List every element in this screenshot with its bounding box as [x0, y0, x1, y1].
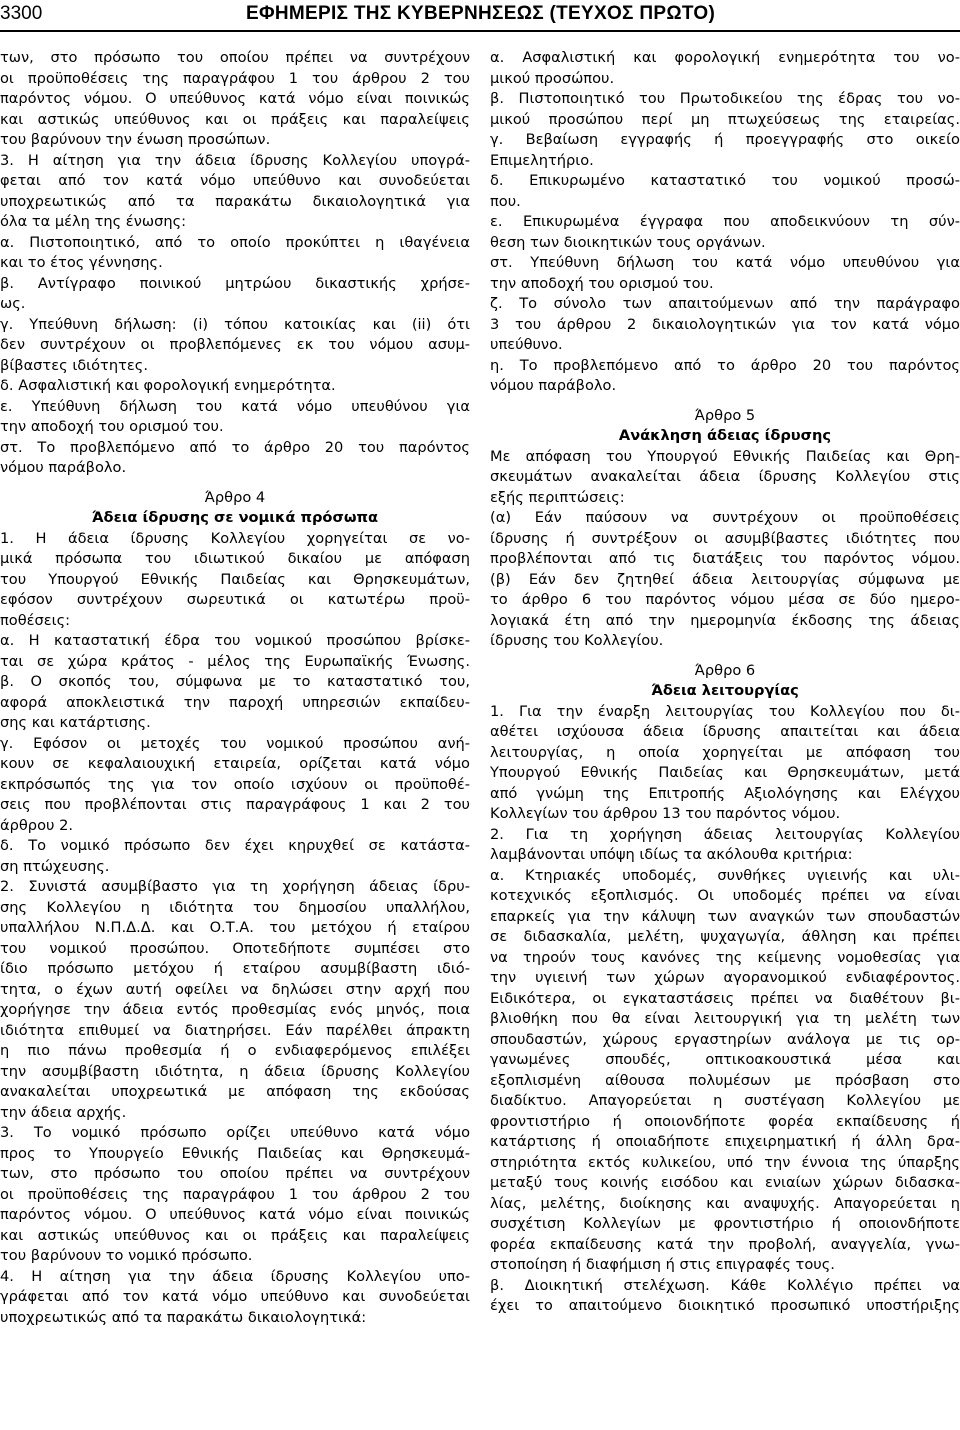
text-line: του βαρύνουν την ένωση προσώπων.	[0, 131, 271, 148]
text-line: χορήγησε την άδεια εντός προθεσμίας ενός μηνός, ποια	[0, 1001, 470, 1018]
article-number: Άρθρο 6	[694, 661, 756, 679]
text-line: αθέτει ισχύουσα άδεια ίδρυσης απαιτείται και άδεια	[490, 723, 960, 740]
article-number: Άρθρο 5	[694, 406, 756, 424]
text-line: προς το Υπουργείο Εθνικής Παιδείας και Θρησκευμά-	[0, 1144, 470, 1162]
text-line: σης Κολλεγίου η ιδιότητα του δημοσίου υπαλλήλου,	[0, 898, 470, 916]
text-line: έχει το απαιτούμενο διοικητικό προσωπικό υποστήριξης	[490, 1297, 960, 1314]
text-line: ίδρυσης του Κολλεγίου.	[490, 632, 664, 649]
text-line: δ. Το νομικό πρόσωπο δεν έχει κηρυχθεί σε κατάστα-	[0, 837, 470, 854]
header-rule	[0, 30, 960, 32]
text-line: οι προϋποθέσεις της παραγράφου 1 του άρθρου 2 του	[0, 69, 470, 87]
section-gap	[0, 479, 470, 488]
text-line: υποχρεωτικώς από τα παρακάτω δικαιολογητικά για	[0, 192, 470, 210]
text-line: λειτουργίας, η οποία χορηγείται με απόφαση του	[490, 743, 960, 761]
text-line: του νομικού προσώπου. Οποτεδήποτε συμπέσει στο	[0, 939, 470, 957]
text-line: θεση των διοικητικών τους οργάνων.	[490, 233, 766, 251]
page-number: 3300	[0, 3, 43, 24]
text-line: σε διδασκαλία, μελέτη, ψυχαγωγία, άθληση και πρέπει	[490, 928, 960, 945]
text-line: και αστικώς υπεύθυνος και οι πράξεις και παραλείψεις	[0, 110, 470, 128]
text-line: β. Ο σκοπός του, σύμφωνα με το καταστατικό του,	[0, 673, 470, 690]
left-column	[0, 48, 470, 1328]
text-line: ται σε χώρα κράτος - μέλος της Ευρωπαϊκής Ένωσης.	[0, 652, 470, 670]
text-line: γ. Υπεύθυνη δήλωση: (i) τόπου κατοικίας και (ii) ότι	[0, 315, 470, 333]
text-line: Επιμελητήριο.	[490, 151, 594, 169]
article-title: Άδεια ίδρυσης σε νομικά πρόσωπα	[91, 509, 379, 526]
text-line: όλα τα μέλη της ένωσης:	[0, 213, 187, 230]
text-line: β. Διοικητική στελέχωση. Κάθε Κολλέγιο πρέπει να	[490, 1276, 960, 1294]
text-line: 2. Συνιστά ασυμβίβαστο για τη χορήγηση άδειας ίδρυ-	[0, 878, 470, 895]
text-line: 3. Η αίτηση για την άδεια ίδρυσης Κολλεγίου υπογρά-	[0, 151, 470, 169]
text-line: νόμου παράβολο.	[0, 459, 127, 476]
text-line: γ. Βεβαίωση εγγραφής ή προεγγραφής στο οικείο	[490, 131, 960, 148]
text-line: α. Ασφαλιστική και φορολογική ενημερότητα του νο-	[490, 49, 960, 66]
text-line: δ. Ασφαλιστική και φορολογική ενημερότητα.	[0, 377, 336, 394]
text-line: και αστικώς υπεύθυνος και οι πράξεις και παραλείψεις	[0, 1226, 470, 1244]
text-line: ως.	[0, 295, 26, 312]
text-line: 1. Η άδεια ίδρυσης Κολλεγίου χορηγείται σε νο-	[0, 529, 470, 547]
section-gap	[490, 652, 960, 661]
text-line: (β) Εάν δεν ζητηθεί άδεια λειτουργίας σύμφωνα με	[490, 570, 960, 588]
text-line: την άδεια αρχής.	[0, 1103, 127, 1121]
text-line: το άρθρο 6 του παρόντος νόμου μέσα σε δύο ημερο-	[490, 591, 960, 608]
text-line: άρθρου 2.	[0, 816, 74, 834]
text-line: ιδιότητα επιθυμεί να διατηρήσει. Εάν παρέλθει άπρακτη	[0, 1021, 470, 1039]
text-line: η πιο πάνω προθεσμία ή ο ενδιαφερόμενος επιλέξει	[0, 1042, 470, 1059]
text-line: ε. Υπεύθυνη δήλωση του κατά νόμο υπευθύνου για	[0, 397, 470, 415]
text-line: Κολλεγίων του άρθρου 13 του παρόντος νόμου.	[490, 805, 841, 822]
text-line: στ. Υπεύθυνη δήλωση του κατά νόμο υπευθύνου για	[490, 254, 960, 271]
text-line: σεις που προβλέπονται στις παραγράφους 1 και 2 του	[0, 796, 470, 813]
text-line: επαρκείς για την κάλυψη των αναγκών των σπουδαστών	[490, 907, 960, 925]
gazette-title: ΕΦΗΜΕΡΙΣ ΤΗΣ ΚΥΒΕΡΝΗΣΕΩΣ (ΤΕΥΧΟΣ ΠΡΩΤΟ)	[246, 3, 716, 24]
article-number: Άρθρο 4	[204, 488, 266, 506]
text-line: μεταξύ τους κοινής εισόδου και ενιαίων χώρων διδασκα-	[490, 1174, 960, 1191]
text-line: Με απόφαση του Υπουργού Εθνικής Παιδείας και Θρη-	[490, 447, 960, 465]
text-line: την αποδοχή του ορισμού του.	[490, 274, 714, 292]
article-title: Άδεια λειτουργίας	[651, 682, 799, 699]
text-line: σης και κατάρτισης.	[0, 714, 151, 731]
text-line: ίδρυσης ή συντρέξουν οι ασυμβίβαστες ιδιότητες που	[490, 529, 960, 547]
text-line: κουν σε κεφαλαιουχική εταιρεία, ορίζεται κατά νόμο	[0, 755, 470, 772]
text-line: λαμβάνονται υπόψη ιδίως τα ακόλουθα κριτήρια:	[490, 846, 853, 863]
text-line: βίβαστες ιδιότητες.	[0, 356, 148, 374]
text-line: διαδίκτυο. Απαγορεύεται η συστέγαση Κολλεγίου με	[490, 1092, 960, 1109]
text-line: ση πτώχευσης.	[0, 857, 110, 875]
text-line: η. Το προβλεπόμενο από το άρθρο 20 του παρόντος	[490, 356, 960, 374]
text-line: των, στο πρόσωπο του οποίου πρέπει να συντρέχουν	[0, 1165, 470, 1182]
text-line: από γνώμη της Επιτροπής Αξιολόγησης και Ελέγχου	[490, 784, 960, 802]
text-line: δ. Επικυρωμένο καταστατικό του νομικού προσώ-	[490, 172, 960, 189]
text-line: β. Πιστοποιητικό του Πρωτοδικείου της έδρας του νο-	[490, 90, 960, 107]
text-line: τητα, ο έχων αυτή οφείλει να δηλώσει στην αρχή που	[0, 980, 470, 998]
text-line: εξοπλισμένη αίθουσα πολυμέσων με πρόσβαση στο	[490, 1071, 960, 1089]
text-line: (α) Εάν παύσουν να συντρέχουν οι προϋποθέσεις	[490, 509, 960, 526]
text-line: 3 του άρθρου 2 δικαιολογητικών για τον κατά νόμο	[490, 315, 960, 333]
text-line: προβλέπονται από τις διατάξεις του παρόντος νόμου.	[490, 550, 960, 567]
text-line: Υπουργού Εθνικής Παιδείας και Θρησκευμάτων, μετά	[490, 764, 960, 781]
text-line: ίδιο πρόσωπο μετόχου ή εταίρου ασυμβίβαστη ιδιό-	[0, 960, 470, 977]
article-title: Ανάκληση άδειας ίδρυσης	[618, 427, 832, 444]
text-line: μικά πρόσωπα του ιδιωτικού δικαίου με απόφαση	[0, 550, 470, 567]
text-line: φορέα εκπαίδευσης κατά την προβολή, αναγγελία, γνω-	[490, 1235, 960, 1253]
text-line: κατάρτισης ή οποιαδήποτε επιχειρηματική ή άλλη δρα-	[490, 1133, 960, 1150]
text-line: α. Η καταστατική έδρα του νομικού προσώπου βρίσκε-	[0, 632, 470, 649]
page-header	[0, 0, 960, 30]
text-line: συσχέτιση Κολλεγίων με φροντιστήριο ή οποιονδήποτε	[490, 1215, 960, 1232]
text-line: κοτεχνικός εξοπλισμός. Οι υποδομές πρέπει να είναι	[490, 887, 960, 904]
text-line: του Υπουργού Εθνικής Παιδείας και Θρησκευμάτων,	[0, 570, 470, 588]
text-line: την ασυμβίβαστη ιδιότητα, η άδεια ίδρυσης Κολλεγίου	[0, 1062, 470, 1080]
section-gap	[490, 397, 960, 406]
text-line: ανακαλείται υποχρεωτικά με απόφαση της εκδούσας	[0, 1083, 470, 1100]
text-line: οι προϋποθέσεις της παραγράφου 1 του άρθρου 2 του	[0, 1185, 470, 1203]
text-line: δεν συντρέχουν οι προβλεπόμενες εκ του νόμου ασυμ-	[0, 336, 470, 353]
text-line: γανωμένες σπουδές, οπτικοακουστικά μέσα και	[490, 1051, 960, 1068]
text-line: μικού προσώπου περί μη πτωχεύσεως της εταιρείας.	[490, 110, 960, 128]
text-line: των, στο πρόσωπο του οποίου πρέπει να συντρέχουν	[0, 49, 470, 66]
text-line: εξής περιπτώσεις:	[490, 488, 625, 506]
text-line: 3. Το νομικό πρόσωπο ορίζει υπεύθυνο κατά νόμο	[0, 1124, 470, 1141]
text-line: και το έτος γέννησης.	[0, 254, 163, 271]
text-line: α. Κτηριακές υποδομές, συνθήκες υγιεινής και υλι-	[490, 866, 960, 884]
text-line: στηριότητα εκτός κυλικείου, υπό την έννοια της ύπαρξης	[490, 1153, 960, 1171]
text-line: ε. Επικυρωμένα έγγραφα που αποδεικνύουν τη σύν-	[490, 213, 960, 230]
text-line: γ. Εφόσον οι μετοχές του νομικού προσώπου ανή-	[0, 734, 470, 752]
text-line: υπεύθυνο.	[490, 336, 563, 353]
text-line: 4. Η αίτηση για την άδεια ίδρυσης Κολλεγίου υπο-	[0, 1267, 470, 1285]
text-line: αφορά αποκλειστικά την παροχή υπηρεσιών εκπαίδευ-	[0, 693, 470, 711]
text-line: λογιακά έτη από την ημερομηνία έκδοσης της άδειας	[490, 611, 960, 629]
text-line: που.	[490, 192, 521, 210]
text-line: β. Αντίγραφο ποινικού μητρώου δικαστικής χρήσε-	[0, 274, 470, 292]
text-line: ποθέσεις:	[0, 611, 71, 629]
text-line: την υγιεινή των χώρων αγορανομικού ενδιαφέροντος.	[490, 969, 960, 986]
text-line: να τηρούν τους κανόνες της κείμενης νομοθεσίας για	[490, 948, 960, 966]
text-line: σκευμάτων ανακαλείται άδεια ίδρυσης Κολλεγίου στις	[490, 468, 960, 485]
text-line: βλιοθήκη που θα είναι λειτουργική για τη μελέτη των	[490, 1010, 960, 1027]
text-line: παρόντος νόμου. Ο υπεύθυνος κατά νόμο είναι ποινικώς	[0, 90, 470, 107]
text-line: λίας, μελέτης, διοίκησης και αναψυχής. Απαγορεύεται η	[490, 1194, 960, 1212]
text-line: γράφεται από τον κατά νόμο υπεύθυνο και συνοδεύεται	[0, 1288, 470, 1305]
text-line: σπουδαστών, χώρους εργαστηρίων ανάλογα με τις ορ-	[490, 1030, 960, 1048]
text-line: παρόντος νόμου. Ο υπεύθυνος κατά νόμο είναι ποινικώς	[0, 1206, 470, 1223]
text-line: μικού προσώπου.	[490, 69, 615, 87]
text-line: εκπρόσωπός της για τον οποίο ισχύουν οι προϋποθέ-	[0, 775, 470, 793]
text-line: φεται από τον κατά νόμο υπεύθυνο και συνοδεύεται	[0, 172, 470, 189]
text-line: ζ. Το σύνολο των απαιτούμενων από την παράγραφο	[490, 295, 960, 312]
text-line: Ειδικότερα, οι εγκαταστάσεις πρέπει να διαθέτουν βι-	[490, 989, 960, 1007]
text-line: 2. Για τη χορήγηση άδειας λειτουργίας Κολλεγίου	[490, 825, 960, 843]
text-line: στοποίηση ή διαφήμιση ή στις επιγραφές τους.	[490, 1256, 835, 1273]
text-line: 1. Για την έναρξη λειτουργίας του Κολλεγίου που δι-	[490, 702, 960, 720]
right-column	[490, 48, 960, 1317]
text-line: νόμου παράβολο.	[490, 377, 617, 394]
text-line: υπαλλήλου Ν.Π.Δ.Δ. και Ο.Τ.Α. του μετόχου ή εταίρου	[0, 919, 470, 936]
text-line: εφόσον συντρέχουν σωρευτικά οι κατωτέρω προϋ-	[0, 591, 470, 608]
text-line: υποχρεωτικώς από τα παρακάτω δικαιολογητικά:	[0, 1308, 367, 1326]
text-line: του βαρύνουν το νομικό πρόσωπο.	[0, 1247, 253, 1264]
text-line: α. Πιστοποιητικό, από το οποίο προκύπτει η ιθαγένεια	[0, 233, 470, 251]
text-line: στ. Το προβλεπόμενο από το άρθρο 20 του παρόντος	[0, 438, 470, 456]
text-line: φροντιστήριο ή οποιονδήποτε φορέα εκπαίδευσης ή	[490, 1112, 960, 1130]
text-line: την αποδοχή του ορισμού του.	[0, 418, 224, 435]
